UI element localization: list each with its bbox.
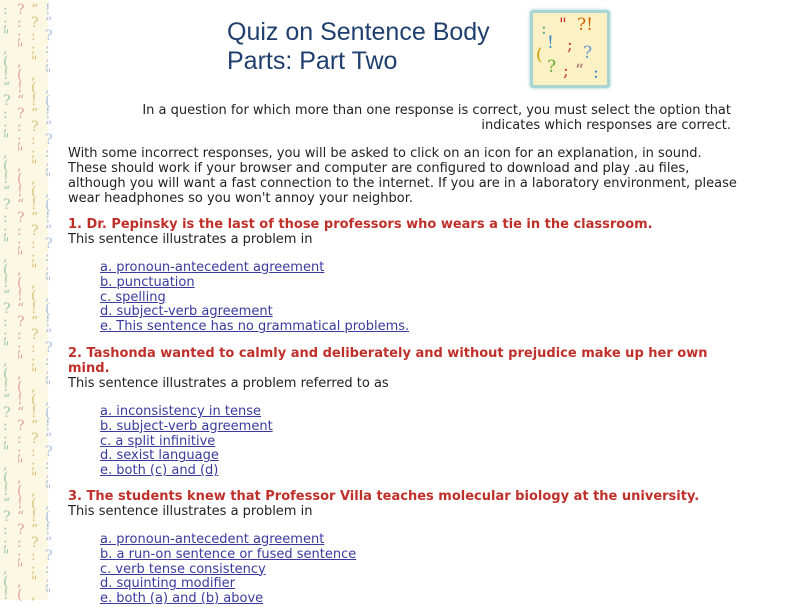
sidebar-punctuation-glyph: ! bbox=[31, 301, 37, 317]
sidebar-punctuation-glyph: ! bbox=[31, 93, 37, 109]
sidebar-punctuation-glyph: ! bbox=[31, 509, 37, 525]
sidebar-punctuation-glyph: ? bbox=[3, 197, 11, 213]
sidebar-punctuation-glyph: ? bbox=[3, 301, 11, 317]
sidebar-punctuation-glyph: : bbox=[17, 223, 22, 239]
sidebar-punctuation-glyph: ! bbox=[17, 184, 23, 200]
sidebar-punctuation-glyph: ! bbox=[3, 587, 9, 603]
sidebar-punctuation-glyph: “ bbox=[17, 509, 25, 525]
sidebar-punctuation-glyph: , bbox=[31, 171, 36, 187]
sidebar-punctuation-glyph: “ bbox=[31, 418, 39, 434]
sidebar-punctuation-glyph: : bbox=[3, 106, 8, 122]
sidebar-punctuation-glyph: " bbox=[45, 379, 52, 395]
sidebar-punctuation-glyph: " bbox=[31, 366, 38, 382]
sidebar-punctuation-glyph: : bbox=[45, 145, 50, 161]
punctuation-sidebar-background bbox=[0, 0, 53, 603]
sidebar-punctuation-glyph: " bbox=[31, 574, 38, 590]
sidebar-punctuation-glyph: ( bbox=[3, 262, 9, 278]
answer-option[interactable]: c. verb tense consistency bbox=[100, 561, 266, 577]
sidebar-punctuation-glyph: " bbox=[45, 587, 52, 603]
sidebar-punctuation-glyph: ( bbox=[3, 158, 9, 174]
sidebar-punctuation-glyph: ( bbox=[3, 470, 9, 486]
sidebar-punctuation-glyph: ? bbox=[45, 236, 53, 252]
sidebar-punctuation-glyph: , bbox=[17, 366, 22, 382]
sidebar-punctuation-glyph: ? bbox=[3, 509, 11, 525]
sidebar-punctuation-glyph: ; bbox=[3, 119, 8, 135]
sidebar-punctuation-glyph: “ bbox=[31, 2, 39, 18]
sidebar-punctuation-glyph: " bbox=[31, 158, 38, 174]
title-line-1: Quiz on Sentence Body bbox=[227, 18, 490, 46]
question-prompt: This sentence illustrates a problem in bbox=[68, 504, 313, 519]
sidebar-punctuation-glyph: ! bbox=[45, 314, 51, 330]
sidebar-punctuation-glyph: ; bbox=[17, 444, 22, 460]
sidebar-punctuation-glyph: , bbox=[3, 457, 8, 473]
sidebar-punctuation-glyph: ; bbox=[31, 249, 36, 265]
sidebar-punctuation-glyph: : bbox=[17, 327, 22, 343]
sidebar-punctuation-glyph: “ bbox=[3, 392, 11, 408]
sidebar-punctuation-glyph: ; bbox=[31, 145, 36, 161]
answer-option[interactable]: a. pronoun-antecedent agreement bbox=[100, 532, 325, 547]
sidebar-punctuation-glyph: ( bbox=[45, 405, 51, 421]
question-prompt: This sentence illustrates a problem in bbox=[68, 232, 313, 247]
sidebar-punctuation-glyph: “ bbox=[31, 314, 39, 330]
sidebar-punctuation-glyph: : bbox=[31, 28, 36, 44]
sidebar-punctuation-glyph: ; bbox=[31, 353, 36, 369]
sidebar-punctuation-glyph: ? bbox=[45, 340, 53, 356]
sidebar-punctuation-glyph: ; bbox=[45, 54, 50, 70]
sidebar-punctuation-glyph: “ bbox=[17, 301, 25, 317]
sidebar-punctuation-glyph: ? bbox=[31, 15, 39, 31]
sidebar-punctuation-glyph: ! bbox=[17, 288, 23, 304]
sidebar-punctuation-glyph: ? bbox=[31, 535, 39, 551]
sidebar-punctuation-glyph: : bbox=[3, 418, 8, 434]
answer-option[interactable]: b. a run-on sentence or fused sentence bbox=[100, 546, 357, 562]
punctuation-logo-image: : " ?! ! ; ( ? ? ; “ : bbox=[530, 10, 610, 88]
sidebar-punctuation-glyph: " bbox=[3, 236, 10, 252]
sidebar-punctuation-glyph: ? bbox=[3, 93, 11, 109]
sidebar-punctuation-glyph: ( bbox=[45, 93, 51, 109]
sidebar-punctuation-glyph: ? bbox=[31, 119, 39, 135]
sidebar-punctuation-glyph: " bbox=[17, 353, 24, 369]
sidebar-punctuation-glyph: ! bbox=[31, 197, 37, 213]
sidebar-punctuation-glyph: “ bbox=[31, 106, 39, 122]
sidebar-punctuation-glyph: ; bbox=[45, 262, 50, 278]
sidebar-punctuation-glyph: ! bbox=[17, 392, 23, 408]
question-prompt: This sentence illustrates a problem referred to as bbox=[68, 376, 389, 391]
sidebar-punctuation-glyph: ? bbox=[17, 2, 25, 18]
sidebar-punctuation-glyph: " bbox=[3, 340, 10, 356]
sidebar-punctuation-glyph: , bbox=[17, 574, 22, 590]
answer-option[interactable]: d. squinting modifier bbox=[100, 576, 235, 592]
instructions-paragraph: With some incorrect responses, you will be asked to click on an icon for an explanation, in sound. These should work if your browser and computer are configured to download and play .au files, although you will want a fast connection to the internet. If you are in a laboratory environment, please wear headphones so you won't annoy your neighbor. bbox=[68, 146, 737, 206]
sidebar-punctuation-glyph: , bbox=[17, 262, 22, 278]
sidebar-punctuation-glyph: “ bbox=[45, 535, 53, 551]
sidebar-punctuation-glyph: “ bbox=[17, 405, 25, 421]
sidebar-punctuation-glyph: ? bbox=[17, 418, 25, 434]
sidebar-punctuation-glyph: , bbox=[3, 145, 8, 161]
sidebar-punctuation-glyph: ; bbox=[3, 327, 8, 343]
sidebar-punctuation-glyph: ! bbox=[45, 210, 51, 226]
sidebar-punctuation-glyph: ( bbox=[17, 67, 23, 83]
sidebar-punctuation-glyph: ? bbox=[45, 28, 53, 44]
sidebar-punctuation-glyph: ( bbox=[17, 587, 23, 603]
sidebar-punctuation-glyph: ; bbox=[17, 548, 22, 564]
sidebar-punctuation-glyph: “ bbox=[17, 93, 25, 109]
sidebar-punctuation-glyph: ! bbox=[31, 405, 37, 421]
sidebar-punctuation-glyph: “ bbox=[45, 15, 53, 31]
sidebar-punctuation-glyph: ? bbox=[17, 106, 25, 122]
page-title bbox=[227, 18, 490, 76]
sidebar-punctuation-glyph: ( bbox=[45, 301, 51, 317]
sidebar-punctuation-glyph: , bbox=[3, 353, 8, 369]
sidebar-punctuation-glyph: : bbox=[31, 132, 36, 148]
sidebar-punctuation-glyph: : bbox=[3, 314, 8, 330]
sidebar-punctuation-glyph: : bbox=[3, 522, 8, 538]
sidebar-punctuation-glyph: , bbox=[31, 67, 36, 83]
sidebar-punctuation-glyph: ! bbox=[45, 418, 51, 434]
sidebar-punctuation-glyph: , bbox=[45, 80, 50, 96]
sidebar-punctuation-glyph: , bbox=[17, 158, 22, 174]
sidebar-punctuation-glyph: ; bbox=[3, 223, 8, 239]
sidebar-punctuation-glyph: : bbox=[17, 535, 22, 551]
sidebar-punctuation-glyph: : bbox=[31, 444, 36, 460]
sidebar-punctuation-glyph: " bbox=[31, 262, 38, 278]
sidebar-punctuation-glyph: " bbox=[17, 145, 24, 161]
sidebar-punctuation-glyph: ; bbox=[17, 132, 22, 148]
sidebar-punctuation-glyph: ! bbox=[3, 483, 9, 499]
answer-option[interactable]: d. sexist language bbox=[100, 448, 219, 464]
sidebar-punctuation-glyph: ( bbox=[45, 197, 51, 213]
sidebar-punctuation-glyph: , bbox=[45, 288, 50, 304]
sidebar-punctuation-glyph: : bbox=[31, 236, 36, 252]
sidebar-punctuation-glyph: ( bbox=[17, 171, 23, 187]
sidebar-punctuation-glyph: ; bbox=[17, 236, 22, 252]
sidebar-punctuation-glyph: ! bbox=[45, 522, 51, 538]
sidebar-punctuation-glyph: : bbox=[17, 15, 22, 31]
sidebar-punctuation-glyph: ( bbox=[31, 392, 37, 408]
sidebar-punctuation-glyph: " bbox=[45, 67, 52, 83]
sidebar-punctuation-glyph: , bbox=[31, 379, 36, 395]
sidebar-punctuation-glyph: ? bbox=[45, 444, 53, 460]
sidebar-punctuation-glyph: " bbox=[3, 132, 10, 148]
sidebar-punctuation-glyph: : bbox=[45, 249, 50, 265]
sidebar-punctuation-glyph: : bbox=[31, 548, 36, 564]
sidebar-punctuation-glyph: " bbox=[31, 470, 38, 486]
sidebar-punctuation-glyph: ? bbox=[45, 548, 53, 564]
answer-option[interactable]: d. subject-verb agreement bbox=[100, 304, 273, 320]
sidebar-punctuation-glyph: ? bbox=[17, 522, 25, 538]
sidebar-punctuation-glyph: " bbox=[17, 41, 24, 57]
sidebar-punctuation-glyph: , bbox=[31, 587, 36, 603]
sidebar-punctuation-glyph: , bbox=[3, 249, 8, 265]
sidebar-punctuation-glyph: " bbox=[45, 171, 52, 187]
sidebar-punctuation-glyph: “ bbox=[31, 522, 39, 538]
sidebar-punctuation-glyph: ( bbox=[17, 483, 23, 499]
sidebar-punctuation-glyph: , bbox=[31, 483, 36, 499]
answer-option[interactable]: e. both (a) and (b) above bbox=[100, 591, 264, 607]
sidebar-punctuation-glyph: , bbox=[3, 41, 8, 57]
sidebar-punctuation-glyph: " bbox=[45, 483, 52, 499]
sidebar-punctuation-glyph: " bbox=[17, 457, 24, 473]
sidebar-punctuation-glyph: ; bbox=[45, 366, 50, 382]
sidebar-punctuation-glyph: ! bbox=[45, 2, 51, 18]
sidebar-punctuation-glyph: ( bbox=[31, 288, 37, 304]
sidebar-punctuation-glyph: ; bbox=[17, 28, 22, 44]
sidebar-punctuation-glyph: : bbox=[45, 353, 50, 369]
sidebar-punctuation-glyph: , bbox=[31, 275, 36, 291]
sidebar-punctuation-glyph: ; bbox=[31, 41, 36, 57]
sidebar-punctuation-glyph: “ bbox=[45, 119, 53, 135]
sidebar-punctuation-glyph: ; bbox=[3, 431, 8, 447]
sidebar-punctuation-glyph: " bbox=[3, 28, 10, 44]
sidebar-punctuation-glyph: ? bbox=[17, 314, 25, 330]
sidebar-punctuation-glyph: ( bbox=[3, 366, 9, 382]
sidebar-punctuation-glyph: : bbox=[3, 2, 8, 18]
sidebar-punctuation-glyph: “ bbox=[3, 184, 11, 200]
sidebar-punctuation-glyph: “ bbox=[3, 496, 11, 512]
sidebar-punctuation-glyph: “ bbox=[45, 327, 53, 343]
sidebar-punctuation-glyph: ( bbox=[3, 54, 9, 70]
sidebar-punctuation-glyph: “ bbox=[17, 197, 25, 213]
sidebar-punctuation-glyph: ? bbox=[31, 431, 39, 447]
sidebar-punctuation-glyph: : bbox=[17, 119, 22, 135]
sidebar-punctuation-glyph: " bbox=[31, 54, 38, 70]
sidebar-punctuation-glyph: ! bbox=[3, 275, 9, 291]
sidebar-punctuation-glyph: " bbox=[17, 249, 24, 265]
sidebar-punctuation-glyph: , bbox=[45, 496, 50, 512]
sidebar-punctuation-glyph: " bbox=[45, 275, 52, 291]
sidebar-punctuation-glyph: ; bbox=[31, 457, 36, 473]
sidebar-punctuation-glyph: “ bbox=[3, 288, 11, 304]
intro-paragraph: In a question for which more than one response is correct, you must select the option that indicates which responses are correct. bbox=[142, 103, 731, 133]
sidebar-punctuation-glyph: ; bbox=[31, 561, 36, 577]
question-3 bbox=[68, 489, 738, 607]
sidebar-punctuation-glyph: , bbox=[17, 54, 22, 70]
answer-option[interactable]: e. This sentence has no grammatical problems. bbox=[100, 319, 410, 335]
sidebar-punctuation-glyph: ! bbox=[3, 379, 9, 395]
question-1 bbox=[68, 217, 738, 335]
sidebar-punctuation-glyph: “ bbox=[45, 223, 53, 239]
sidebar-punctuation-glyph: ( bbox=[31, 80, 37, 96]
sidebar-punctuation-glyph: : bbox=[45, 41, 50, 57]
answer-option[interactable]: e. both (c) and (d) bbox=[100, 463, 219, 479]
sidebar-punctuation-glyph: : bbox=[45, 457, 50, 473]
question-2 bbox=[68, 346, 738, 479]
sidebar-punctuation-glyph: ! bbox=[45, 106, 51, 122]
sidebar-punctuation-glyph: ; bbox=[45, 574, 50, 590]
sidebar-punctuation-glyph: ? bbox=[3, 405, 11, 421]
answer-option[interactable]: b. subject-verb agreement bbox=[100, 418, 273, 434]
sidebar-punctuation-glyph: ( bbox=[3, 574, 9, 590]
sidebar-punctuation-glyph: " bbox=[3, 548, 10, 564]
sidebar-punctuation-glyph: : bbox=[31, 340, 36, 356]
sidebar-punctuation-glyph: “ bbox=[31, 210, 39, 226]
sidebar-punctuation-glyph: ; bbox=[45, 158, 50, 174]
question-text: 2. Tashonda wanted to calmly and deliberately and without prejudice make up her own mind. bbox=[68, 346, 708, 376]
sidebar-punctuation-glyph: : bbox=[3, 210, 8, 226]
sidebar-punctuation-glyph: ? bbox=[31, 327, 39, 343]
sidebar-punctuation-glyph: " bbox=[17, 561, 24, 577]
question-text: 1. Dr. Pepinsky is the last of those professors who wears a tie in the classroom. bbox=[68, 217, 653, 232]
sidebar-punctuation-glyph: ( bbox=[17, 275, 23, 291]
sidebar-punctuation-glyph: ? bbox=[31, 223, 39, 239]
sidebar-punctuation-glyph: , bbox=[45, 392, 50, 408]
sidebar-punctuation-glyph: : bbox=[45, 561, 50, 577]
answer-option[interactable]: a. inconsistency in tense bbox=[100, 404, 261, 419]
sidebar-punctuation-glyph: “ bbox=[3, 80, 11, 96]
answer-option[interactable]: a. pronoun-antecedent agreement bbox=[100, 260, 325, 275]
sidebar-punctuation-glyph: ; bbox=[17, 340, 22, 356]
sidebar-punctuation-glyph: , bbox=[3, 561, 8, 577]
sidebar-punctuation-glyph: ; bbox=[45, 470, 50, 486]
sidebar-punctuation-glyph: “ bbox=[45, 431, 53, 447]
sidebar-punctuation-glyph: , bbox=[17, 470, 22, 486]
sidebar-punctuation-glyph: ( bbox=[17, 379, 23, 395]
sidebar-punctuation-glyph: ! bbox=[17, 496, 23, 512]
sidebar-punctuation-glyph: ? bbox=[45, 132, 53, 148]
sidebar-punctuation-glyph: ! bbox=[3, 171, 9, 187]
sidebar-punctuation-glyph: ( bbox=[45, 509, 51, 525]
answer-option[interactable]: b. punctuation bbox=[100, 274, 195, 290]
question-text: 3. The students knew that Professor Villa teaches molecular biology at the university. bbox=[68, 489, 700, 504]
sidebar-punctuation-glyph: ( bbox=[31, 184, 37, 200]
sidebar-punctuation-glyph: " bbox=[3, 444, 10, 460]
sidebar-punctuation-glyph: ; bbox=[3, 15, 8, 31]
answer-option[interactable]: c. spelling bbox=[100, 289, 166, 305]
sidebar-punctuation-glyph: : bbox=[17, 431, 22, 447]
sidebar-punctuation-glyph: ! bbox=[3, 67, 9, 83]
title-line-2: Parts: Part Two bbox=[227, 47, 398, 75]
sidebar-punctuation-glyph: ? bbox=[17, 210, 25, 226]
sidebar-punctuation-glyph: ! bbox=[17, 80, 23, 96]
answer-option[interactable]: c. a split infinitive bbox=[100, 433, 216, 449]
sidebar-punctuation-glyph: , bbox=[45, 184, 50, 200]
sidebar-punctuation-glyph: ( bbox=[31, 496, 37, 512]
sidebar-punctuation-glyph: ; bbox=[3, 535, 8, 551]
